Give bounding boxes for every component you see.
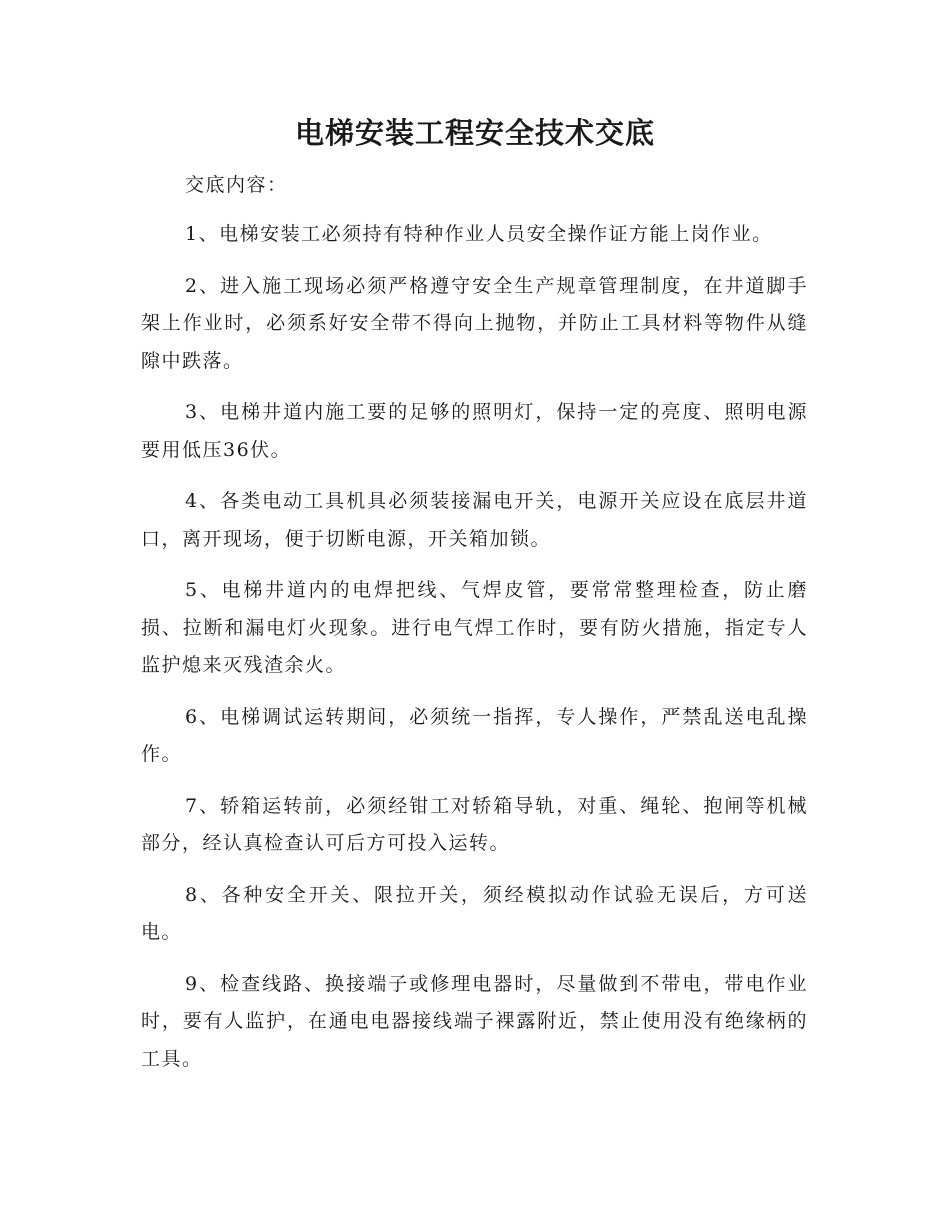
safety-item-9: 9、检查线路、换接端子或修理电器时，尽量做到不带电，带电作业时，要有人监护，在通电电器接线端子裸露附近，禁止使用没有绝缘柄的工具。 [141,972,808,1070]
safety-item-2: 2、进入施工现场必须严格遵守安全生产规章管理制度，在井道脚手架上作业时，必须系好安全带不得向上抛物，并防止工具材料等物件从缝隙中跌落。 [141,274,808,372]
safety-item-8: 8、各种安全开关、限拉开关，须经模拟动作试验无误后，方可送电。 [141,883,808,943]
safety-item-4: 4、各类电动工具机具必须装接漏电开关，电源开关应设在底层井道口，离开现场，便于切断电源，开关箱加锁。 [141,490,808,550]
safety-item-5: 5、电梯井道内的电焊把线、气焊皮管，要常常整理检查，防止磨损、拉断和漏电灯火现象。进行电气焊工作时，要有防火措施，指定专人监护熄来灭残渣余火。 [141,579,808,676]
safety-item-3: 3、电梯井道内施工要的足够的照明灯，保持一定的亮度、照明电源要用低压36伏。 [141,401,808,461]
document-title: 电梯安装工程安全技术交底 [294,116,655,150]
intro-label: 交底内容： [185,174,288,196]
safety-item-7: 7、轿箱运转前，必须经钳工对轿箱导轨，对重、绳轮、抱闸等机械部分，经认真检查认可后方可投入运转。 [141,794,808,854]
document-body [141,168,808,1078]
safety-item-6: 6、电梯调试运转期间，必须统一指挥，专人操作，严禁乱送电乱操作。 [141,705,808,765]
safety-item-1: 1、电梯安装工必须持有特种作业人员安全操作证方能上岗作业。 [185,223,773,245]
